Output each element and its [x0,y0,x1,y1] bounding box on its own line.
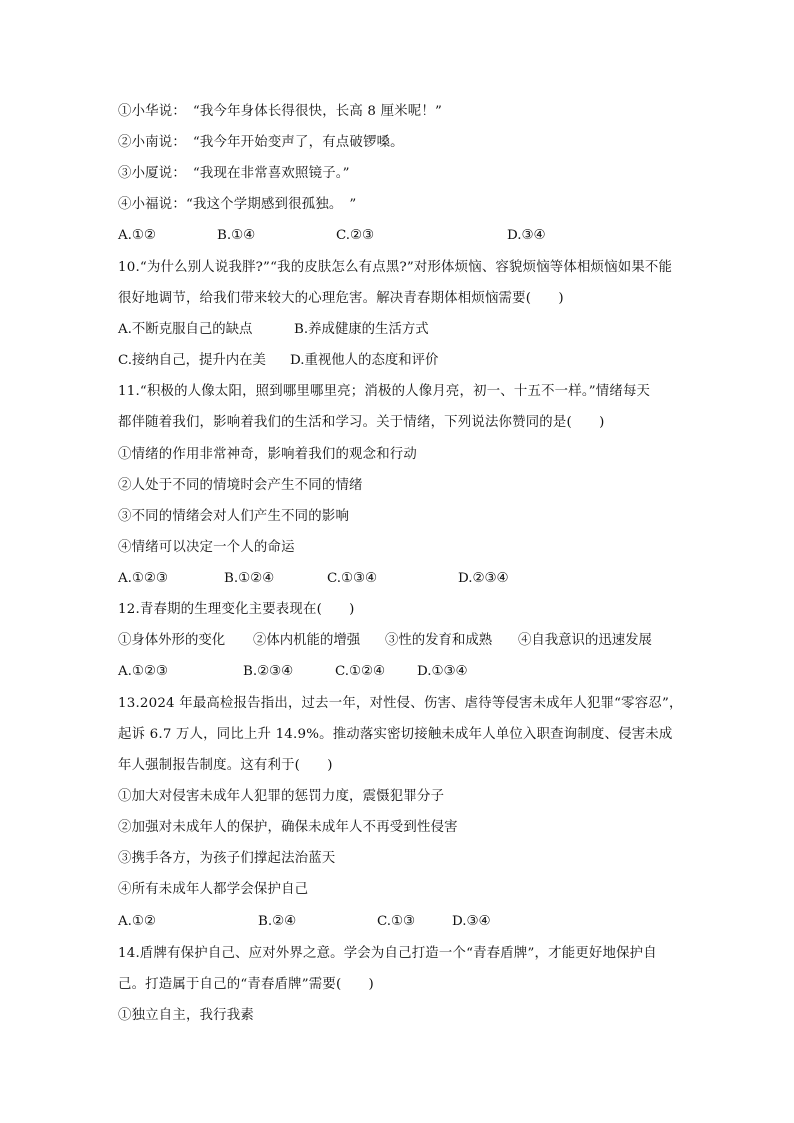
q9-option-c: C.②③ [336,228,375,243]
q14-statement-1: ①独立自主，我行我素 [118,1008,254,1023]
q10-option-d: D.重视他人的态度和评价 [290,353,439,368]
q13-statement-1: ①加大对侵害未成年人犯罪的惩罚力度，震慑犯罪分子 [118,789,445,804]
q14-stem-line-2: 己。打造属于自己的“青春盾牌”需要( ) [118,977,374,992]
q12-statement-3: ③性的发育和成熟 [385,633,493,648]
q9-statement-1: ①小华说： “我今年身体长得很快，长高 8 厘米呢！” [118,104,443,119]
q10-stem-line-2: 很好地调节，给我们带来较大的心理危害。解决青春期体相烦恼需要( ) [118,291,564,306]
q12-statement-1: ①身体外形的变化 [118,633,226,648]
q12-option-a: A.①②③ [118,664,168,679]
q9-option-a: A.①② [118,228,156,243]
q13-statement-2: ②加强对未成年人的保护，确保未成年人不再受到性侵害 [118,820,458,835]
q9-statement-4: ④小福说：“我这个学期感到很孤独。 ” [118,197,357,212]
q11-statement-4: ④情绪可以决定一个人的命运 [118,540,295,555]
q9-option-b: B.①④ [217,228,256,243]
q13-option-a: A.①② [118,914,156,929]
q13-stem-line-1: 13.2024 年最高检报告指出，过去一年，对性侵、伤害、虐待等侵害未成年人犯罪“零容忍”， [118,696,683,711]
q12-option-d: D.①③④ [417,664,468,679]
q11-statement-3: ③不同的情绪会对人们产生不同的影响 [118,509,350,524]
q11-statement-1: ①情绪的作用非常神奇，影响着我们的观念和行动 [118,447,417,462]
q14-stem-line-1: 14.盾牌有保护自己、应对外界之意。学会为自己打造一个“青春盾牌”，才能更好地保护自 [118,946,657,961]
q13-statement-4: ④所有未成年人都学会保护自己 [118,882,309,897]
q11-stem-line-1: 11.“积极的人像太阳，照到哪里哪里亮；消极的人像月亮，初一、十五不一样。”情绪每天 [118,384,651,399]
q11-option-c: C.①③④ [327,571,378,586]
q11-statement-2: ②人处于不同的情境时会产生不同的情绪 [118,478,363,493]
q10-stem-line-1: 10.“为什么别人说我胖?”“我的皮肤怎么有点黑?”对形体烦恼、容貌烦恼等体相烦恼如果不能 [118,260,673,275]
q12-option-b: B.②③④ [243,664,294,679]
q12-statement-4: ④自我意识的迅速发展 [518,633,652,648]
q10-option-a: A.不断克服自己的缺点 [118,322,253,337]
q13-stem-line-3: 年人强制报告制度。这有利于( ) [118,758,333,773]
q13-stem-line-2: 起诉 6.7 万人，同比上升 14.9%。推动落实密切接触未成年人单位入职查询制度、侵害未成 [118,727,673,742]
q13-statement-3: ③携手各方，为孩子们撑起法治蓝天 [118,851,336,866]
q9-option-d: D.③④ [507,228,546,243]
q13-option-b: B.②④ [258,914,297,929]
q11-option-d: D.②③④ [458,571,509,586]
q11-option-b: B.①②④ [224,571,275,586]
q11-stem-line-2: 都伴随着我们，影响着我们的生活和学习。关于情绪，下列说法你赞同的是( ) [118,415,605,430]
q12-statement-2: ②体内机能的增强 [253,633,361,648]
q13-option-c: C.①③ [377,914,416,929]
q12-stem: 12.青春期的生理变化主要表现在( ) [118,602,355,617]
q10-option-c: C.接纳自己，提升内在美 [118,353,266,368]
q13-option-d: D.③④ [452,914,491,929]
q12-option-c: C.①②④ [335,664,386,679]
q9-statement-3: ③小厦说： “我现在非常喜欢照镜子。” [118,166,350,181]
q11-option-a: A.①②③ [118,571,168,586]
q9-statement-2: ②小南说： “我今年开始变声了，有点破锣嗓。 [118,135,404,150]
q10-option-b: B.养成健康的生活方式 [294,322,429,337]
